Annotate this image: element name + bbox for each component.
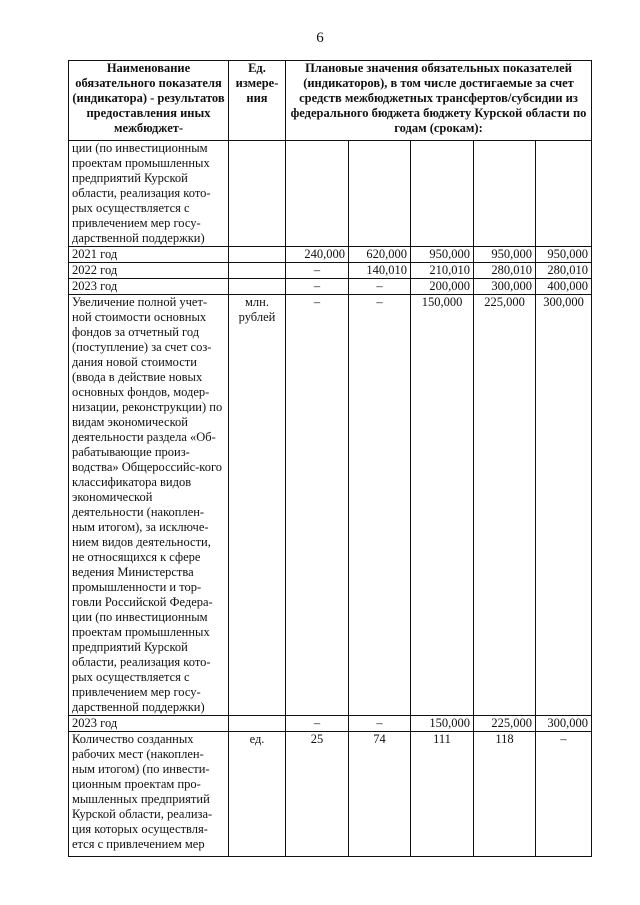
unit-cell: ед.: [229, 732, 286, 857]
table-row: [69, 732, 592, 857]
value-cell: 280,010: [536, 263, 592, 279]
value-cell: –: [286, 295, 349, 716]
value-cell: 950,000: [536, 247, 592, 263]
value-cell: –: [349, 279, 411, 295]
value-cell: 111: [411, 732, 474, 857]
indicator-name: Увеличение полной учет-ной стоимости основных фондов за отчетный год (поступление) за счет соз-дания новой стоимости (ввода в действие новых основных фондов, модер-низации, реконструкции) по видам экономической деятельности раздела «Об-рабатывающие произ-водства» Общероссийс-кого классификатора видов экономической деятельности (накоплен-ным итогом), за исключе-нием видов деятельности, не относящихся к сфере ведения Министерства промышленности и тор-говли Российской Федера-ции (по инвестиционным проектам промышленных предприятий Курской области, реализация кото-рых осуществляется с привлечением мер госу-дарственной поддержки): [69, 295, 229, 716]
value-cell: –: [349, 295, 411, 716]
value-cell: 74: [349, 732, 411, 857]
value-cell: 225,000: [474, 716, 536, 732]
value-cell: 950,000: [474, 247, 536, 263]
value-cell: –: [286, 279, 349, 295]
value-cell: 950,000: [411, 247, 474, 263]
value-cell: –: [286, 716, 349, 732]
value-cell: 225,000: [474, 295, 536, 716]
indicator-name: Количество созданных рабочих мест (накоплен-ным итогом) (по инвести-ционным проектам про-мышленных предприятий Курской области, реализа-ция которых осуществля-ется с привлечением мер: [69, 732, 229, 857]
value-cell: 25: [286, 732, 349, 857]
table-row: [69, 279, 592, 295]
header-row: [69, 61, 592, 141]
table-row: [69, 247, 592, 263]
year-cell: 2023 год: [69, 279, 229, 295]
value-cell: 150,000: [411, 716, 474, 732]
value-cell: –: [349, 716, 411, 732]
value-cell: 210,010: [411, 263, 474, 279]
year-cell: 2023 год: [69, 716, 229, 732]
header-plan: Плановые значения обязательных показателей (индикаторов), в том числе достигаемые за счет средств межбюджетных трансфертов/субсидии из федерального бюджета бюджету Курской области по годам (срокам):: [286, 61, 592, 141]
value-cell: 280,010: [474, 263, 536, 279]
header-name: Наименование обязательного показателя (индикатора) - результатов предоставления иных межбюджет-: [69, 61, 229, 141]
table-row: [69, 716, 592, 732]
value-cell: –: [286, 263, 349, 279]
year-cell: 2022 год: [69, 263, 229, 279]
value-cell: 300,000: [536, 716, 592, 732]
value-cell: 300,000: [536, 295, 592, 716]
indicators-table: [68, 60, 592, 857]
value-cell: 620,000: [349, 247, 411, 263]
table-row: [69, 295, 592, 716]
value-cell: 150,000: [411, 295, 474, 716]
value-cell: 400,000: [536, 279, 592, 295]
year-cell: 2021 год: [69, 247, 229, 263]
value-cell: 140,010: [349, 263, 411, 279]
header-unit: Ед. измере-ния: [229, 61, 286, 141]
table-row: [69, 263, 592, 279]
value-cell: 300,000: [474, 279, 536, 295]
value-cell: –: [536, 732, 592, 857]
indicator-name-continued: ции (по инвестиционным проектам промышленных предприятий Курской области, реализация кото-рых осуществляется с привлечением мер госу-дарственной поддержки): [69, 141, 229, 247]
unit-cell: млн. рублей: [229, 295, 286, 716]
page-number: 6: [316, 30, 324, 46]
table-row: [69, 141, 592, 247]
value-cell: 200,000: [411, 279, 474, 295]
value-cell: 240,000: [286, 247, 349, 263]
value-cell: 118: [474, 732, 536, 857]
